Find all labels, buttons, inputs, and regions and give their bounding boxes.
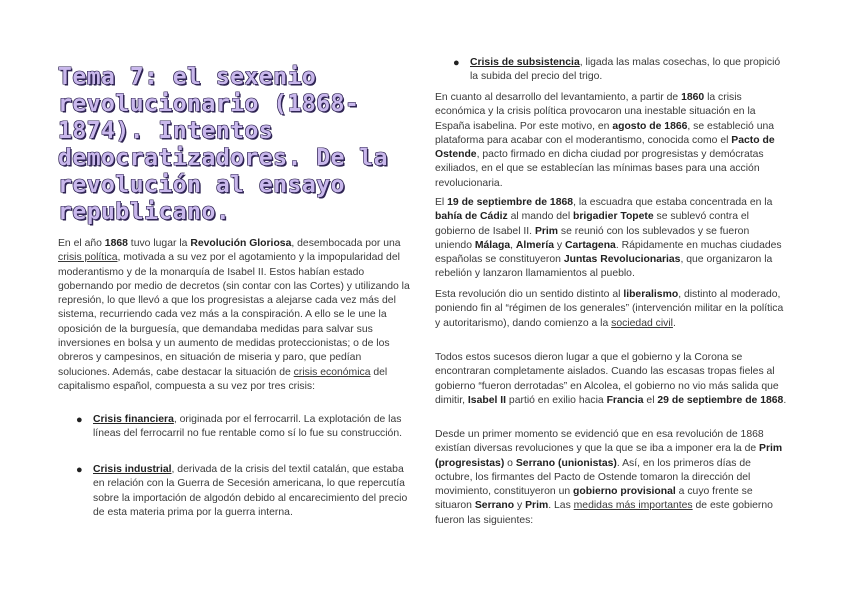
bullet-crisis-subsistencia: ● Crisis de subsistencia, ligada las malas cosechas, lo que propició la subida del precio del trigo. (453, 57, 781, 83)
paragraph-gobierno-provisional: Desde un primer momento se evidenció que en esa revolución de 1868 existían diversas revoluciones y que la que se iba a imponer era la de Prim (progresistas) o Serrano (unionistas). Así, en los primeros días de octubre, los firmantes del Pacto de Ostende tomaron la dirección del movimiento, constituyeron un gobierno provisional a cuyo frente se situaron Serrano y Prim. Las medidas más importantes de este gobierno fueron las siguientes: (435, 429, 783, 526)
paragraph-exilio: Todos estos sucesos dieron lugar a que el gobierno y la Corona se encontraran completamente aislados. Cuando las escasas tropas fieles al gobierno “fueron derrotadas” en Alcolea, el gobierno no vio más salida que dimitir, Isabel II partió en exilio hacia Francia el 29 de septiembre de 1868. (435, 352, 787, 406)
intro-paragraph: En el año 1868 tuvo lugar la Revolución Gloriosa, desembocada por una crisis política, motivada a su vez por el agotamiento y la impopularidad del moderantismo y de la monarquía de Isabel II. Estos habían estado gobernando por medio de decretos (sin contar con las Cortes) y utilizando la represión, lo que llevó a que los progresistas a alejarse cada vez más del sistema, recurriendo cada vez más a la conspiración. A ello se le une la oposición de la burguesía, que demandaba medidas para salvar sus inversiones en bolsa y un aumento de medidas proteccionistas; o de los obreros y campesinos, en situación de miseria y paro, que pedían soluciones. Además, cabe destacar la situación de crisis económica del capitalismo español, compuesta a su vez por tres crisis: (58, 238, 410, 392)
bullet-dot-icon: ● (453, 57, 460, 69)
paragraph-levantamiento: En cuanto al desarrollo del levantamiento, a partir de 1860 la crisis económica y la crisis política provocaron una inestable situación en la España isabelina. Por este motivo, en agosto de 1866, se estableció una plataforma para acabar con el moderantismo, conocida como el Pacto de Ostende, pacto firmado en dicha ciudad por progresistas y demócratas exiliados, en el que se establecían las mínimas bases para una acción revolucionaria. (435, 92, 775, 189)
paragraph-sublevacion: El 19 de septiembre de 1868, la escuadra que estaba concentrada en la bahía de Cádiz al mando del brigadier Topete se sublevó contra el gobierno de Isabel II. Prim se reunió con los sublevados y se fueron uniendo Málaga, Almería y Cartagena. Rápidamente en muchas ciudades españolas se constituyeron Juntas Revolucionarias, que organizaron la rebelión y lanzaron llamamientos al pueblo. (435, 197, 782, 280)
bullet-dot-icon: ● (76, 414, 83, 426)
bullet-crisis-financiera: ● Crisis financiera, originada por el ferrocarril. La explotación de las líneas del ferrocarril no fue rentable como sí lo fue su construcción. (76, 414, 402, 440)
page-title: Tema 7: el sexenio revolucionario (1868-1874). Intentos democratizadores. De la revolución al ensayo republicano. (58, 64, 388, 225)
bullet-crisis-industrial: ● Crisis industrial, derivada de la crisis del textil catalán, que estaba en relación con la Guerra de Secesión americana, lo que repercutía sobre la importación de algodón debido al encarecimiento del precio de esta materia prima por la guerra interna. (76, 464, 408, 518)
paragraph-liberalismo: Esta revolución dio un sentido distinto al liberalismo, distinto al moderado, poniendo fin al “régimen de los generales” (intervención militar en la política y autoritarismo), dando comienzo a la sociedad civil. (435, 289, 784, 329)
bullet-dot-icon: ● (76, 464, 83, 476)
